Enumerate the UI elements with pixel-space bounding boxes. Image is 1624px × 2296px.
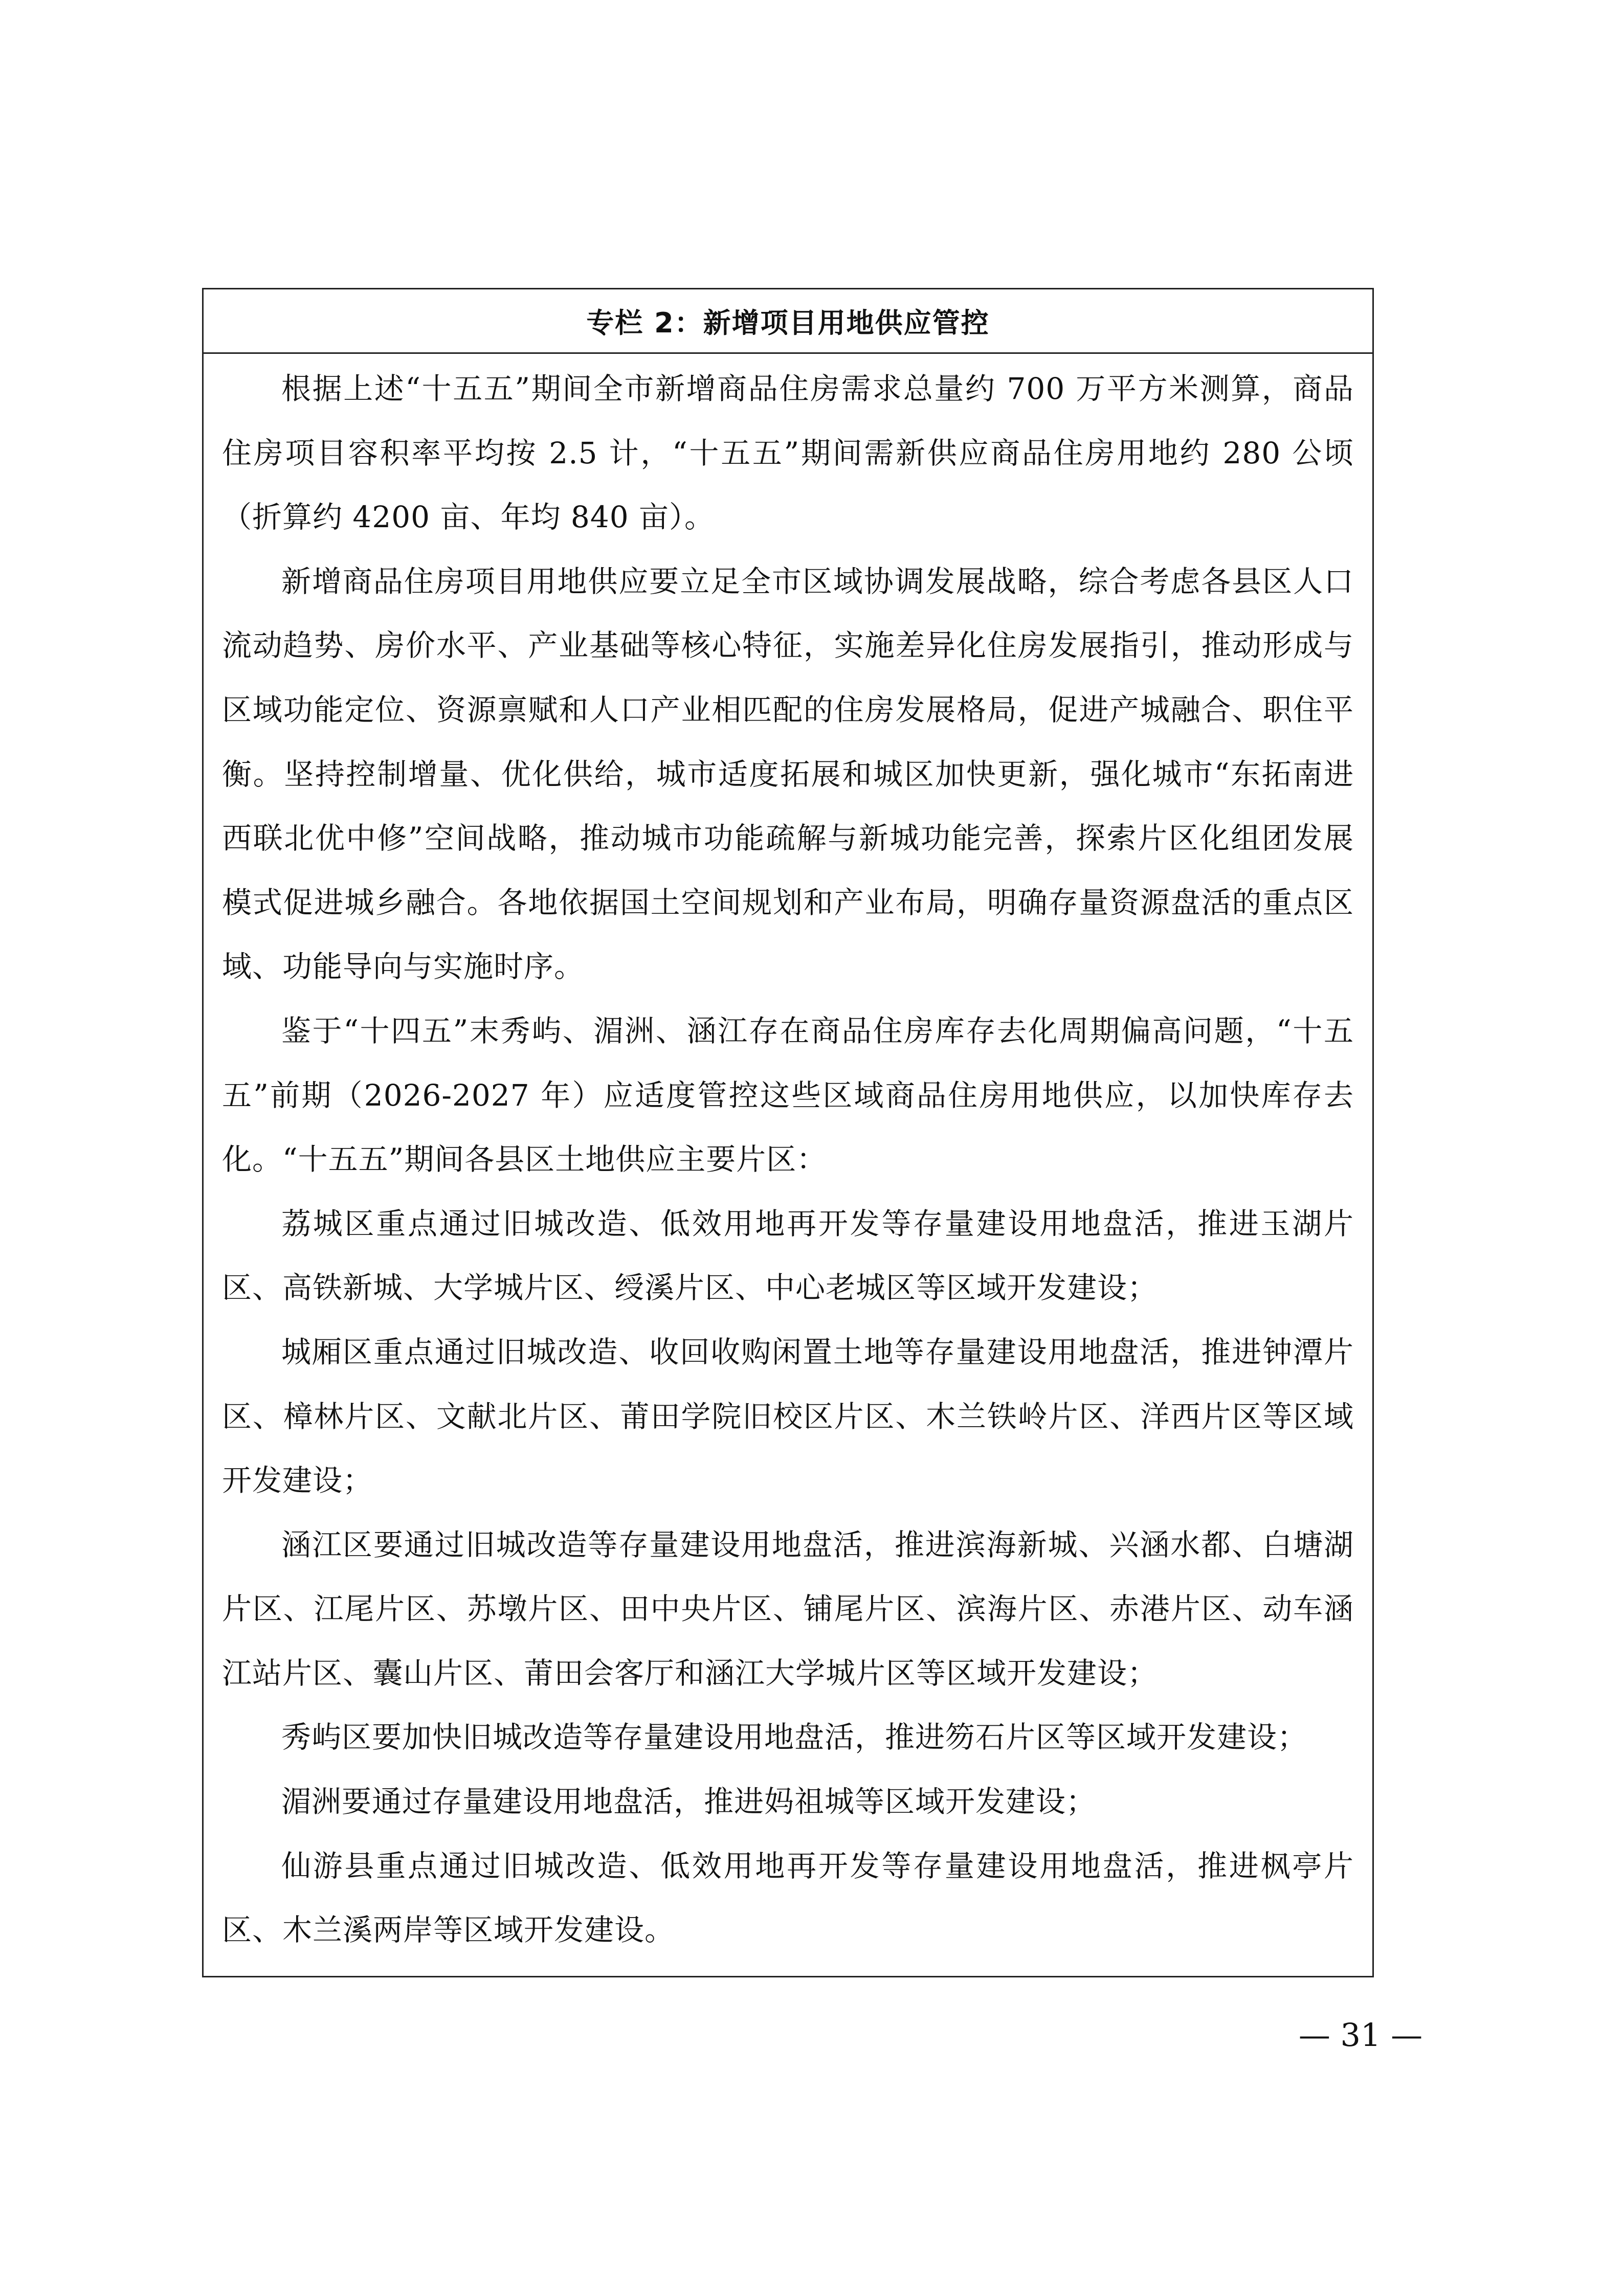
paragraph-inventory-control: 鉴于“十四五”末秀屿、湄洲、涵江存在商品住房库存去化周期偏高问题，“十五五”前期（2026-2027 年）应适度管控这些区域商品住房用地供应，以加快库存去化。“十五五”期间各县区土地供应主要片区：	[222, 1013, 1354, 1177]
paragraph-xianyou-county: 仙游县重点通过旧城改造、低效用地再开发等存量建设用地盘活，推进枫亭片区、木兰溪两岸等区域开发建设。	[222, 1848, 1354, 1948]
box-title: 专栏 2：新增项目用地供应管控	[204, 289, 1372, 354]
paragraph-licheng-district: 荔城区重点通过旧城改造、低效用地再开发等存量建设用地盘活，推进玉湖片区、高铁新城、大学城片区、绶溪片区、中心老城区等区域开发建设；	[222, 1206, 1354, 1305]
paragraph-hanjiang-district: 涵江区要通过旧城改造等存量建设用地盘活，推进滨海新城、兴涵水都、白塘湖片区、江尾片区、苏墩片区、田中央片区、铺尾片区、滨海片区、赤港片区、动车涵江站片区、囊山片区、莆田会客厅和涵江大学城片区等区域开发建设；	[222, 1527, 1354, 1691]
box-body	[204, 354, 1372, 1963]
page-number: — 31 —	[1298, 2016, 1423, 2054]
paragraph-supply-strategy: 新增商品住房项目用地供应要立足全市区域协调发展战略，综合考虑各县区人口流动趋势、房价水平、产业基础等核心特征，实施差异化住房发展指引，推动形成与区域功能定位、资源禀赋和人口产业相匹配的住房发展格局，促进产城融合、职住平衡。坚持控制增量、优化供给，城市适度拓展和城区加快更新，强化城市“东拓南进西联北优中修”空间战略，推动城市功能疏解与新城功能完善，探索片区化组团发展模式促进城乡融合。各地依据国土空间规划和产业布局，明确存量资源盘活的重点区域、功能导向与实施时序。	[222, 564, 1354, 984]
special-column-box	[202, 288, 1374, 1977]
paragraph-xiuyu-district: 秀屿区要加快旧城改造等存量建设用地盘活，推进笏石片区等区域开发建设；	[281, 1720, 1308, 1755]
paragraph-chengxiang-district: 城厢区重点通过旧城改造、收回收购闲置土地等存量建设用地盘活，推进钟潭片区、樟林片区、文献北片区、莆田学院旧校区片区、木兰铁岭片区、洋西片区等区域开发建设；	[222, 1334, 1354, 1498]
paragraph-meizhou: 湄洲要通过存量建设用地盘活，推进妈祖城等区域开发建设；	[281, 1784, 1097, 1819]
paragraph-demand-estimate: 根据上述“十五五”期间全市新增商品住房需求总量约 700 万平方米测算，商品住房项目容积率平均按 2.5 计，“十五五”期间需新供应商品住房用地约 280 公顷（折算约 4200 亩、年均 840 亩）。	[222, 371, 1354, 535]
